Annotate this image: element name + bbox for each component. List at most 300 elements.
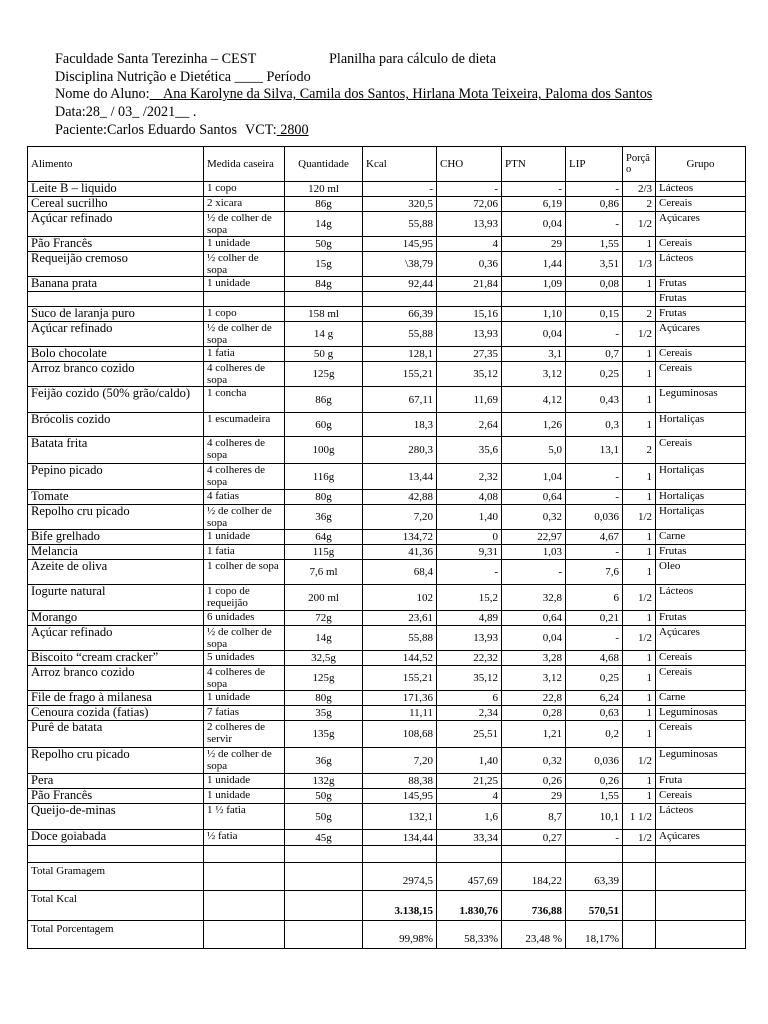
table-row bbox=[28, 706, 746, 721]
portion-cell: 1/2 bbox=[623, 322, 656, 347]
portion-cell: 1 bbox=[623, 387, 656, 413]
cho-cell: 1,40 bbox=[437, 505, 502, 530]
lip-cell: 1,55 bbox=[566, 237, 623, 252]
column-header: Alimento bbox=[28, 147, 204, 182]
table-row bbox=[28, 846, 746, 863]
group-cell: Cereais bbox=[656, 721, 746, 748]
ptn-cell: 0,04 bbox=[502, 626, 566, 651]
lip-cell bbox=[566, 292, 623, 307]
portion-cell: 1 bbox=[623, 666, 656, 691]
quantity-cell: 80g bbox=[285, 691, 363, 706]
group-cell: Lácteos bbox=[656, 252, 746, 277]
diet-table-body bbox=[28, 147, 746, 949]
kcal-cell: - bbox=[363, 182, 437, 197]
column-header: CHO bbox=[437, 147, 502, 182]
ptn-cell: 1,04 bbox=[502, 464, 566, 490]
ptn-cell: 3,12 bbox=[502, 666, 566, 691]
measure-cell: 1 unidade bbox=[204, 774, 285, 789]
table-row bbox=[28, 237, 746, 252]
ptn-cell: 1,44 bbox=[502, 252, 566, 277]
table-row bbox=[28, 182, 746, 197]
quantity-cell: 84g bbox=[285, 277, 363, 292]
table-row bbox=[28, 322, 746, 347]
lip-cell: 0,08 bbox=[566, 277, 623, 292]
group-cell: Cereais bbox=[656, 347, 746, 362]
empty-cell bbox=[623, 891, 656, 921]
quantity-cell: 64g bbox=[285, 530, 363, 545]
group-cell: Lácteos bbox=[656, 585, 746, 611]
measure-cell: 4 fatias bbox=[204, 490, 285, 505]
table-row bbox=[28, 560, 746, 585]
quantity-cell: 50g bbox=[285, 237, 363, 252]
table-row bbox=[28, 651, 746, 666]
measure-cell: 1 unidade bbox=[204, 789, 285, 804]
portion-cell: 1 bbox=[623, 530, 656, 545]
table-row bbox=[28, 626, 746, 651]
lip-cell: - bbox=[566, 464, 623, 490]
food-cell: Iogurte natural bbox=[28, 585, 204, 611]
header-line-1 bbox=[55, 51, 652, 69]
kcal-cell: 18,3 bbox=[363, 413, 437, 437]
food-cell: Cereal sucrilho bbox=[28, 197, 204, 212]
portion-cell: 1/2 bbox=[623, 212, 656, 237]
totals-lip: 63,39 bbox=[566, 863, 623, 891]
table-row bbox=[28, 212, 746, 237]
institution-name: Faculdade Santa Terezinha – CEST bbox=[55, 51, 257, 67]
table-row bbox=[28, 691, 746, 706]
ptn-cell: 29 bbox=[502, 789, 566, 804]
group-cell: Frutas bbox=[656, 307, 746, 322]
lip-cell: 0,26 bbox=[566, 774, 623, 789]
totals-ptn: 736,88 bbox=[502, 891, 566, 921]
column-header: Grupo bbox=[656, 147, 746, 182]
totals-label: Total Gramagem bbox=[28, 863, 204, 891]
group-cell: Leguminosas bbox=[656, 706, 746, 721]
totals-cho: 1.830,76 bbox=[437, 891, 502, 921]
food-cell: Açúcar refinado bbox=[28, 322, 204, 347]
lip-cell: 0,21 bbox=[566, 611, 623, 626]
kcal-cell: 42,88 bbox=[363, 490, 437, 505]
quantity-cell: 100g bbox=[285, 437, 363, 464]
lip-cell: 0,25 bbox=[566, 666, 623, 691]
student-label: Nome do Aluno: bbox=[55, 86, 150, 103]
totals-lip: 570,51 bbox=[566, 891, 623, 921]
quantity-cell: 86g bbox=[285, 197, 363, 212]
vct-value: 2800 bbox=[276, 121, 309, 138]
food-cell: Leite B – liquido bbox=[28, 182, 204, 197]
portion-cell: 1/2 bbox=[623, 626, 656, 651]
totals-label: Total Kcal bbox=[28, 891, 204, 921]
lip-cell: - bbox=[566, 545, 623, 560]
quantity-cell bbox=[285, 292, 363, 307]
kcal-cell: 66,39 bbox=[363, 307, 437, 322]
ptn-cell: 0,64 bbox=[502, 490, 566, 505]
table-row bbox=[28, 347, 746, 362]
cho-cell: 0,36 bbox=[437, 252, 502, 277]
column-header: Quantidade bbox=[285, 147, 363, 182]
ptn-cell: 0,28 bbox=[502, 706, 566, 721]
measure-cell: 4 colheres de sopa bbox=[204, 666, 285, 691]
cho-cell: 6 bbox=[437, 691, 502, 706]
portion-cell: 1 bbox=[623, 651, 656, 666]
totals-label: Total Porcentagem bbox=[28, 921, 204, 949]
kcal-cell: 102 bbox=[363, 585, 437, 611]
food-cell: Pão Francês bbox=[28, 789, 204, 804]
table-row bbox=[28, 292, 746, 307]
portion-cell: 1 bbox=[623, 706, 656, 721]
totals-row bbox=[28, 921, 746, 949]
measure-cell: ½ de colher de sopa bbox=[204, 505, 285, 530]
food-cell: Batata frita bbox=[28, 437, 204, 464]
ptn-cell: 3,12 bbox=[502, 362, 566, 387]
portion-cell: 1 bbox=[623, 560, 656, 585]
totals-kcal: 99,98% bbox=[363, 921, 437, 949]
cho-cell: 22,32 bbox=[437, 651, 502, 666]
kcal-cell: 13,44 bbox=[363, 464, 437, 490]
portion-cell: 1 bbox=[623, 362, 656, 387]
lip-cell: - bbox=[566, 830, 623, 846]
group-cell: Frutas bbox=[656, 277, 746, 292]
kcal-cell: 67,11 bbox=[363, 387, 437, 413]
cho-cell: 27,35 bbox=[437, 347, 502, 362]
ptn-cell: 1,26 bbox=[502, 413, 566, 437]
empty-cell bbox=[656, 891, 746, 921]
student-line bbox=[55, 86, 652, 104]
quantity-cell: 200 ml bbox=[285, 585, 363, 611]
cho-cell: 21,84 bbox=[437, 277, 502, 292]
measure-cell: ½ de colher de sopa bbox=[204, 748, 285, 774]
empty-cell bbox=[285, 863, 363, 891]
table-row bbox=[28, 748, 746, 774]
kcal-cell: 7,20 bbox=[363, 505, 437, 530]
table-row bbox=[28, 611, 746, 626]
group-cell: Hortaliças bbox=[656, 413, 746, 437]
portion-cell: 1 bbox=[623, 691, 656, 706]
quantity-cell: 158 ml bbox=[285, 307, 363, 322]
measure-cell: ½ de colher de sopa bbox=[204, 212, 285, 237]
kcal-cell: 55,88 bbox=[363, 626, 437, 651]
group-cell: Açúcares bbox=[656, 212, 746, 237]
portion-cell bbox=[623, 292, 656, 307]
kcal-cell: 108,68 bbox=[363, 721, 437, 748]
food-cell: Pepino picado bbox=[28, 464, 204, 490]
table-row bbox=[28, 545, 746, 560]
portion-cell: 1/2 bbox=[623, 505, 656, 530]
portion-cell: 1/2 bbox=[623, 830, 656, 846]
table-row bbox=[28, 437, 746, 464]
food-cell: Queijo-de-minas bbox=[28, 804, 204, 830]
document-header bbox=[55, 51, 652, 140]
kcal-cell: 55,88 bbox=[363, 322, 437, 347]
portion-cell: 1 bbox=[623, 789, 656, 804]
measure-cell: 4 colheres de sopa bbox=[204, 464, 285, 490]
cho-cell: 1,40 bbox=[437, 748, 502, 774]
measure-cell: 2 xicara bbox=[204, 197, 285, 212]
portion-cell: 1 bbox=[623, 464, 656, 490]
group-cell: Cereais bbox=[656, 651, 746, 666]
ptn-cell bbox=[502, 292, 566, 307]
empty-cell bbox=[285, 921, 363, 949]
table-row bbox=[28, 830, 746, 846]
group-cell: Leguminosas bbox=[656, 748, 746, 774]
totals-ptn: 23,48 % bbox=[502, 921, 566, 949]
kcal-cell: 144,52 bbox=[363, 651, 437, 666]
patient-line bbox=[55, 122, 652, 140]
quantity-cell: 120 ml bbox=[285, 182, 363, 197]
quantity-cell: 125g bbox=[285, 666, 363, 691]
food-cell: Brócolis cozido bbox=[28, 413, 204, 437]
table-row bbox=[28, 387, 746, 413]
portion-cell: 1 bbox=[623, 237, 656, 252]
empty-cell bbox=[285, 891, 363, 921]
cho-cell: 21,25 bbox=[437, 774, 502, 789]
quantity-cell: 50 g bbox=[285, 347, 363, 362]
ptn-cell: 6,19 bbox=[502, 197, 566, 212]
measure-cell: 1 unidade bbox=[204, 530, 285, 545]
student-names: Ana Karolyne da Silva, Camila dos Santos, Hirlana Mota Teixeira, Paloma dos Santos bbox=[149, 86, 653, 103]
empty-cell bbox=[623, 863, 656, 891]
table-row bbox=[28, 666, 746, 691]
measure-cell: ½ de colher de sopa bbox=[204, 626, 285, 651]
cho-cell: 4 bbox=[437, 789, 502, 804]
measure-cell: 1 fatia bbox=[204, 347, 285, 362]
kcal-cell: 134,72 bbox=[363, 530, 437, 545]
lip-cell: 0,63 bbox=[566, 706, 623, 721]
quantity-cell: 7,6 ml bbox=[285, 560, 363, 585]
sheet-title: Planilha para cálculo de dieta bbox=[329, 51, 497, 67]
group-cell: Hortaliças bbox=[656, 505, 746, 530]
quantity-cell: 35g bbox=[285, 706, 363, 721]
quantity-cell: 72g bbox=[285, 611, 363, 626]
kcal-cell: 155,21 bbox=[363, 362, 437, 387]
ptn-cell: 0,04 bbox=[502, 322, 566, 347]
measure-cell: 1 copo de requeijão bbox=[204, 585, 285, 611]
quantity-cell: 14g bbox=[285, 626, 363, 651]
portion-cell bbox=[623, 846, 656, 863]
food-cell: Purê de batata bbox=[28, 721, 204, 748]
measure-cell bbox=[204, 292, 285, 307]
cho-cell: 4,08 bbox=[437, 490, 502, 505]
kcal-cell: 134,44 bbox=[363, 830, 437, 846]
ptn-cell: 0,32 bbox=[502, 505, 566, 530]
totals-cho: 457,69 bbox=[437, 863, 502, 891]
cho-cell: 13,93 bbox=[437, 212, 502, 237]
column-header: PTN bbox=[502, 147, 566, 182]
group-cell: Hortaliças bbox=[656, 464, 746, 490]
group-cell: Lácteos bbox=[656, 182, 746, 197]
food-cell: Feijão cozido (50% grão/caldo) bbox=[28, 387, 204, 413]
measure-cell: 1 unidade bbox=[204, 691, 285, 706]
quantity-cell: 45g bbox=[285, 830, 363, 846]
food-cell bbox=[28, 846, 204, 863]
diet-table bbox=[27, 146, 746, 949]
quantity-cell: 14 g bbox=[285, 322, 363, 347]
group-cell: Açúcares bbox=[656, 322, 746, 347]
food-cell: Repolho cru picado bbox=[28, 748, 204, 774]
totals-row bbox=[28, 891, 746, 921]
quantity-cell: 132g bbox=[285, 774, 363, 789]
measure-cell bbox=[204, 846, 285, 863]
portion-cell: 1 bbox=[623, 490, 656, 505]
group-cell: Frutas bbox=[656, 611, 746, 626]
portion-cell: 1/3 bbox=[623, 252, 656, 277]
table-row bbox=[28, 197, 746, 212]
lip-cell: - bbox=[566, 490, 623, 505]
ptn-cell: 0,27 bbox=[502, 830, 566, 846]
empty-cell bbox=[204, 863, 285, 891]
cho-cell: 2,64 bbox=[437, 413, 502, 437]
kcal-cell: 145,95 bbox=[363, 789, 437, 804]
ptn-cell: 22,8 bbox=[502, 691, 566, 706]
food-cell: Bolo chocolate bbox=[28, 347, 204, 362]
lip-cell: 4,68 bbox=[566, 651, 623, 666]
lip-cell: 0,25 bbox=[566, 362, 623, 387]
column-header: Kcal bbox=[363, 147, 437, 182]
totals-lip: 18,17% bbox=[566, 921, 623, 949]
portion-cell: 1 bbox=[623, 347, 656, 362]
lip-cell: 4,67 bbox=[566, 530, 623, 545]
ptn-cell: 1,10 bbox=[502, 307, 566, 322]
portion-cell: 1/2 bbox=[623, 585, 656, 611]
ptn-cell: - bbox=[502, 182, 566, 197]
food-cell: Biscoito “cream cracker” bbox=[28, 651, 204, 666]
lip-cell: 0,86 bbox=[566, 197, 623, 212]
group-cell: Frutas bbox=[656, 292, 746, 307]
lip-cell: 0,7 bbox=[566, 347, 623, 362]
ptn-cell: 1,03 bbox=[502, 545, 566, 560]
table-row bbox=[28, 721, 746, 748]
lip-cell: 6 bbox=[566, 585, 623, 611]
kcal-cell: 320,5 bbox=[363, 197, 437, 212]
portion-cell: 2 bbox=[623, 307, 656, 322]
cho-cell: 4,89 bbox=[437, 611, 502, 626]
discipline-line: Disciplina Nutrição e Dietética ____ Período bbox=[55, 68, 311, 85]
lip-cell: 7,6 bbox=[566, 560, 623, 585]
group-cell: Açúcares bbox=[656, 626, 746, 651]
kcal-cell: 68,4 bbox=[363, 560, 437, 585]
kcal-cell: 7,20 bbox=[363, 748, 437, 774]
group-cell: Cereais bbox=[656, 437, 746, 464]
cho-cell: 13,93 bbox=[437, 322, 502, 347]
kcal-cell: 23,61 bbox=[363, 611, 437, 626]
food-cell: Arroz branco cozido bbox=[28, 362, 204, 387]
portion-cell: 2 bbox=[623, 437, 656, 464]
table-row bbox=[28, 413, 746, 437]
quantity-cell: 50g bbox=[285, 789, 363, 804]
lip-cell: 13,1 bbox=[566, 437, 623, 464]
kcal-cell: 11,11 bbox=[363, 706, 437, 721]
cho-cell: 25,51 bbox=[437, 721, 502, 748]
portion-cell: 2/3 bbox=[623, 182, 656, 197]
cho-cell: 13,93 bbox=[437, 626, 502, 651]
measure-cell: 6 unidades bbox=[204, 611, 285, 626]
ptn-cell: 1,21 bbox=[502, 721, 566, 748]
ptn-cell: 29 bbox=[502, 237, 566, 252]
food-cell: Azeite de oliva bbox=[28, 560, 204, 585]
table-row bbox=[28, 252, 746, 277]
food-cell: Suco de laranja puro bbox=[28, 307, 204, 322]
measure-cell: 1 unidade bbox=[204, 277, 285, 292]
cho-cell: - bbox=[437, 560, 502, 585]
empty-cell bbox=[204, 891, 285, 921]
measure-cell: 4 colheres de sopa bbox=[204, 437, 285, 464]
cho-cell bbox=[437, 846, 502, 863]
measure-cell: 7 fatias bbox=[204, 706, 285, 721]
lip-cell: 0,036 bbox=[566, 748, 623, 774]
kcal-cell bbox=[363, 846, 437, 863]
group-cell: Carne bbox=[656, 530, 746, 545]
cho-cell: 2,32 bbox=[437, 464, 502, 490]
table-row bbox=[28, 789, 746, 804]
table-row bbox=[28, 490, 746, 505]
group-cell: Açúcares bbox=[656, 830, 746, 846]
portion-cell: 1 bbox=[623, 277, 656, 292]
quantity-cell: 14g bbox=[285, 212, 363, 237]
group-cell: Carne bbox=[656, 691, 746, 706]
empty-cell bbox=[623, 921, 656, 949]
measure-cell: 5 unidades bbox=[204, 651, 285, 666]
portion-cell: 1 1/2 bbox=[623, 804, 656, 830]
portion-cell: 1 bbox=[623, 413, 656, 437]
ptn-cell: - bbox=[502, 560, 566, 585]
cho-cell: 35,12 bbox=[437, 666, 502, 691]
lip-cell: - bbox=[566, 182, 623, 197]
lip-cell: 10,1 bbox=[566, 804, 623, 830]
ptn-cell: 5,0 bbox=[502, 437, 566, 464]
food-cell: Cenoura cozida (fatias) bbox=[28, 706, 204, 721]
ptn-cell: 8,7 bbox=[502, 804, 566, 830]
food-cell: Melancia bbox=[28, 545, 204, 560]
empty-cell bbox=[656, 863, 746, 891]
lip-cell: 0,3 bbox=[566, 413, 623, 437]
kcal-cell: 41,36 bbox=[363, 545, 437, 560]
food-cell: Doce goiabada bbox=[28, 830, 204, 846]
cho-cell: - bbox=[437, 182, 502, 197]
lip-cell: 0,43 bbox=[566, 387, 623, 413]
quantity-cell: 15g bbox=[285, 252, 363, 277]
quantity-cell: 36g bbox=[285, 748, 363, 774]
group-cell: Cereais bbox=[656, 666, 746, 691]
lip-cell bbox=[566, 846, 623, 863]
quantity-cell: 86g bbox=[285, 387, 363, 413]
ptn-cell: 4,12 bbox=[502, 387, 566, 413]
lip-cell: 1,55 bbox=[566, 789, 623, 804]
kcal-cell: 171,36 bbox=[363, 691, 437, 706]
cho-cell: 2,34 bbox=[437, 706, 502, 721]
patient-name: Carlos Eduardo Santos bbox=[107, 121, 238, 138]
quantity-cell: 115g bbox=[285, 545, 363, 560]
group-cell: Fruta bbox=[656, 774, 746, 789]
food-cell: File de frago à milanesa bbox=[28, 691, 204, 706]
kcal-cell: 132,1 bbox=[363, 804, 437, 830]
group-cell bbox=[656, 846, 746, 863]
measure-cell: 1 fatia bbox=[204, 545, 285, 560]
quantity-cell: 50g bbox=[285, 804, 363, 830]
ptn-cell: 0,32 bbox=[502, 748, 566, 774]
measure-cell: 1 concha bbox=[204, 387, 285, 413]
portion-cell: 1 bbox=[623, 774, 656, 789]
table-row bbox=[28, 464, 746, 490]
lip-cell: - bbox=[566, 212, 623, 237]
table-row bbox=[28, 362, 746, 387]
food-cell: Requeijão cremoso bbox=[28, 252, 204, 277]
table-row bbox=[28, 530, 746, 545]
food-cell: Pera bbox=[28, 774, 204, 789]
lip-cell: 6,24 bbox=[566, 691, 623, 706]
kcal-cell: 92,44 bbox=[363, 277, 437, 292]
food-cell: Morango bbox=[28, 611, 204, 626]
measure-cell: 1 colher de sopa bbox=[204, 560, 285, 585]
